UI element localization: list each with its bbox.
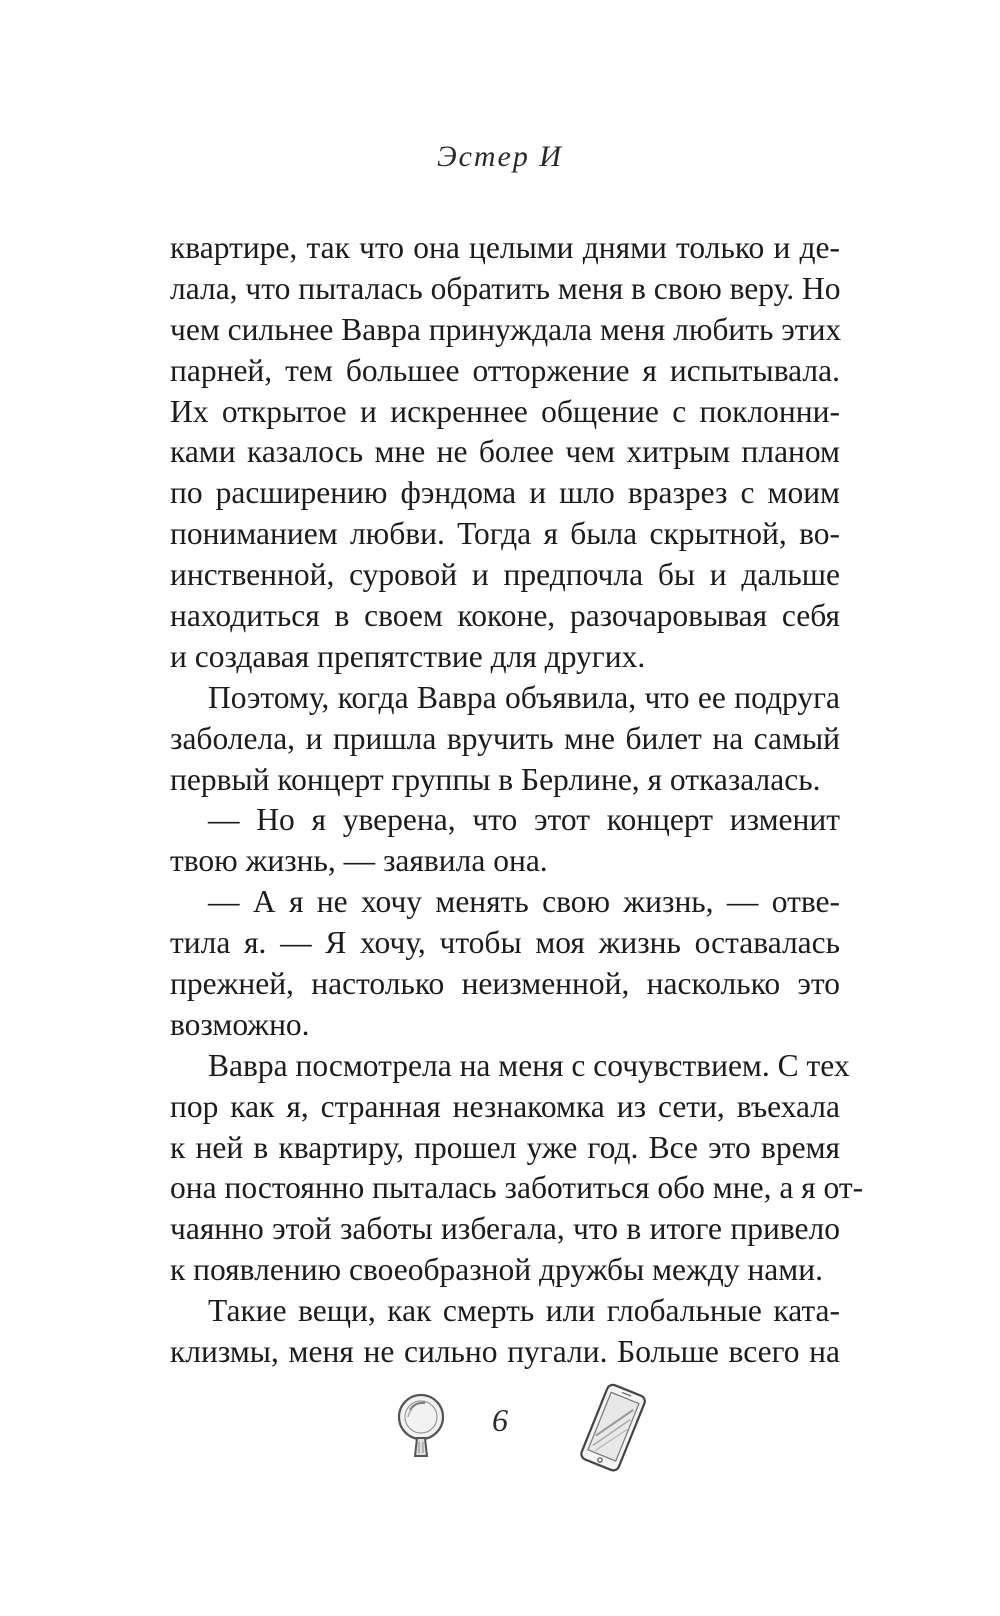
text-line: и создавая препятствие для других.	[170, 638, 646, 674]
text-line: заболела, и пришла вручить мне билет на самый	[170, 720, 840, 756]
text-line: инственной, суровой и предпочла бы и дальше	[170, 557, 840, 593]
text-line: пор как я, странная незнакомка из сети, въехала	[170, 1088, 840, 1124]
text-line: Их открытое и искреннее общение с поклонни-	[170, 393, 840, 429]
text-line: чем сильнее Вавра принуждала меня любить этих	[170, 311, 842, 347]
page-body	[170, 228, 864, 1373]
text-line: возможно.	[170, 1006, 310, 1042]
text-line: клизмы, меня не сильно пугали. Больше всего на	[170, 1334, 840, 1370]
text-line: — Но я уверена, что этот концерт изменит	[208, 802, 840, 838]
text-line: Поэтому, когда Вавра объявила, что ее подруга	[208, 679, 840, 715]
text-line: парней, тем большее отторжение я испытывала.	[170, 352, 840, 388]
smartphone-icon	[575, 1382, 653, 1474]
page-number: 6	[492, 1402, 508, 1438]
text-line: пониманием любви. Тогда я была скрытной, во-	[170, 516, 840, 552]
text-line: квартире, так что она целыми днями только и де-	[170, 230, 840, 265]
running-header: Эстер И	[436, 140, 564, 173]
text-line: твою жизнь, — заявила она.	[170, 843, 548, 879]
text-line: прежней, настолько неизменной, насколько это	[170, 966, 840, 1002]
text-line: Такие вещи, как смерть или глобальные ката-	[208, 1293, 840, 1329]
text-line: к ней в квартиру, прошел уже год. Все это время	[170, 1129, 840, 1165]
text-line: она постоянно пыталась заботиться обо мне, а я от-	[170, 1170, 864, 1206]
text-line: ками казалось мне не более чем хитрым планом	[170, 434, 840, 470]
text-line: тила я. — Я хочу, чтобы моя жизнь оставалась	[170, 925, 840, 961]
text-line: лала, что пыталась обратить меня в свою веру. Но	[170, 270, 841, 306]
text-line: по расширению фэндома и шло вразрез с моим	[170, 475, 840, 511]
text-line: находиться в своем коконе, разочаровывая себя	[170, 598, 840, 634]
text-line: к появлению своеобразной дружбы между нами.	[170, 1252, 823, 1288]
text-line: первый концерт группы в Берлине, я отказалась.	[170, 761, 821, 797]
text-line: — А я не хочу менять свою жизнь, — отве-	[208, 884, 840, 920]
page-footer	[0, 1382, 1000, 1472]
text-line: Вавра посмотрела на меня с сочувствием. С тех	[208, 1047, 850, 1083]
text-line: чаянно этой заботы избегала, что в итоге привело	[170, 1211, 840, 1247]
